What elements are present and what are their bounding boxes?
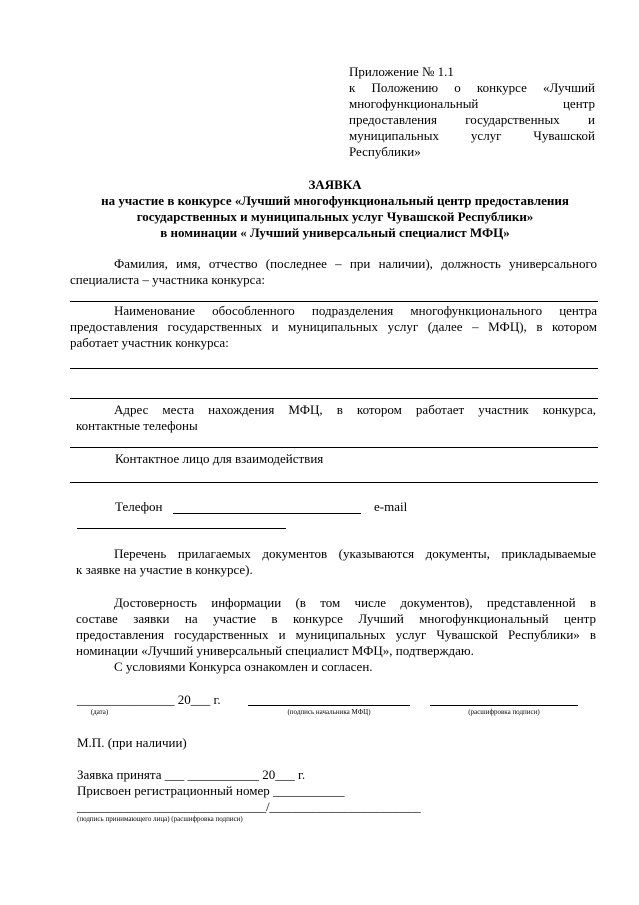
appendix-line: многофункциональный центр [349,96,595,111]
appendix-block [349,64,595,160]
email-label: e-mail [374,499,408,514]
registration-number-line[interactable]: Присвоен регистрационный номер ___________ [77,783,345,798]
branch-label-line: работает участник конкурса: [70,335,229,350]
fio-label-line: Фамилия, имя, отчество (последнее – при наличии), должность универсального [114,256,597,271]
document-title [40,177,630,241]
agreement-line: С условиями Конкурса ознакомлен и согласен. [114,659,373,674]
address-label-line: контактные телефоны [76,418,198,433]
confirmation-paragraph [76,595,596,675]
documents-line: Перечень прилагаемых документов (указываются документы, прикладываемые [114,546,596,561]
confirmation-line: Достоверность информации (в том числе документов), представленной в [114,595,596,610]
appendix-number: Приложение № 1.1 [349,64,454,79]
fio-field [70,256,597,288]
title-line: государственных и муниципальных услуг Чувашской Республики» [136,209,534,224]
decode-caption: (расшифровка подписи) [468,708,540,716]
fio-input-line[interactable] [70,301,598,302]
branch-input-line[interactable] [70,368,598,369]
receiver-caption: (подпись принимающего лица) (расшифровка подписи) [77,815,243,823]
title-line: в номинации « Лучший универсальный специалист МФЦ» [160,225,510,240]
stamp-placeholder: М.П. (при наличии) [77,735,187,750]
email-input-line[interactable] [77,528,286,529]
appendix-line: муниципальных услуг Чувашской [349,128,595,143]
title-main: ЗАЯВКА [308,177,362,192]
date-field[interactable]: _______________ 20___ г. [77,692,221,707]
confirmation-line: номинации «Лучший универсальный специалист МФЦ», подтверждаю. [76,643,474,658]
documents-line: к заявке на участие в конкурсе). [76,562,253,577]
confirmation-line: составе заявки на участие в конкурсе Лучший многофункциональный центр [76,611,596,626]
appendix-line: к Положению о конкурсе «Лучший [349,80,595,95]
address-input-line[interactable] [70,447,598,448]
appendix-line: Республики» [349,144,421,159]
phone-input-line[interactable] [173,513,361,514]
address-label-line: Адрес места нахождения МФЦ, в котором работает участник конкурса, [114,402,596,417]
head-decode-line[interactable] [430,705,578,706]
confirmation-line: предоставления государственных и муниципальных услуг Чувашской Республики» в [76,627,596,642]
phone-label: Телефон [115,499,163,514]
appendix-line: предоставления государственных и [349,112,595,127]
address-field [76,402,596,434]
contact-input-line[interactable] [70,482,598,483]
receiver-signature-line[interactable]: ______________________________/________________________ [77,799,421,814]
documents-paragraph [76,546,596,578]
accepted-line[interactable]: Заявка принята ___ ___________ 20___ г. [77,767,306,782]
head-signature-line[interactable] [248,705,410,706]
branch-label-line: Наименование обособленного подразделения многофункционального центра [114,303,597,318]
branch-input-line-2[interactable] [70,398,598,399]
title-line: на участие в конкурсе «Лучший многофункциональный центр предоставления [101,193,569,208]
head-signature-caption: (подпись начальника МФЦ) [287,708,371,716]
branch-label-line: предоставления государственных и муниципальных услуг (далее – МФЦ), в котором [70,319,597,334]
branch-field [70,303,597,351]
fio-label-line: специалиста – участника конкурса: [70,272,265,287]
date-caption: (дата) [90,708,109,716]
contact-label: Контактное лицо для взаимодействия [115,451,324,466]
